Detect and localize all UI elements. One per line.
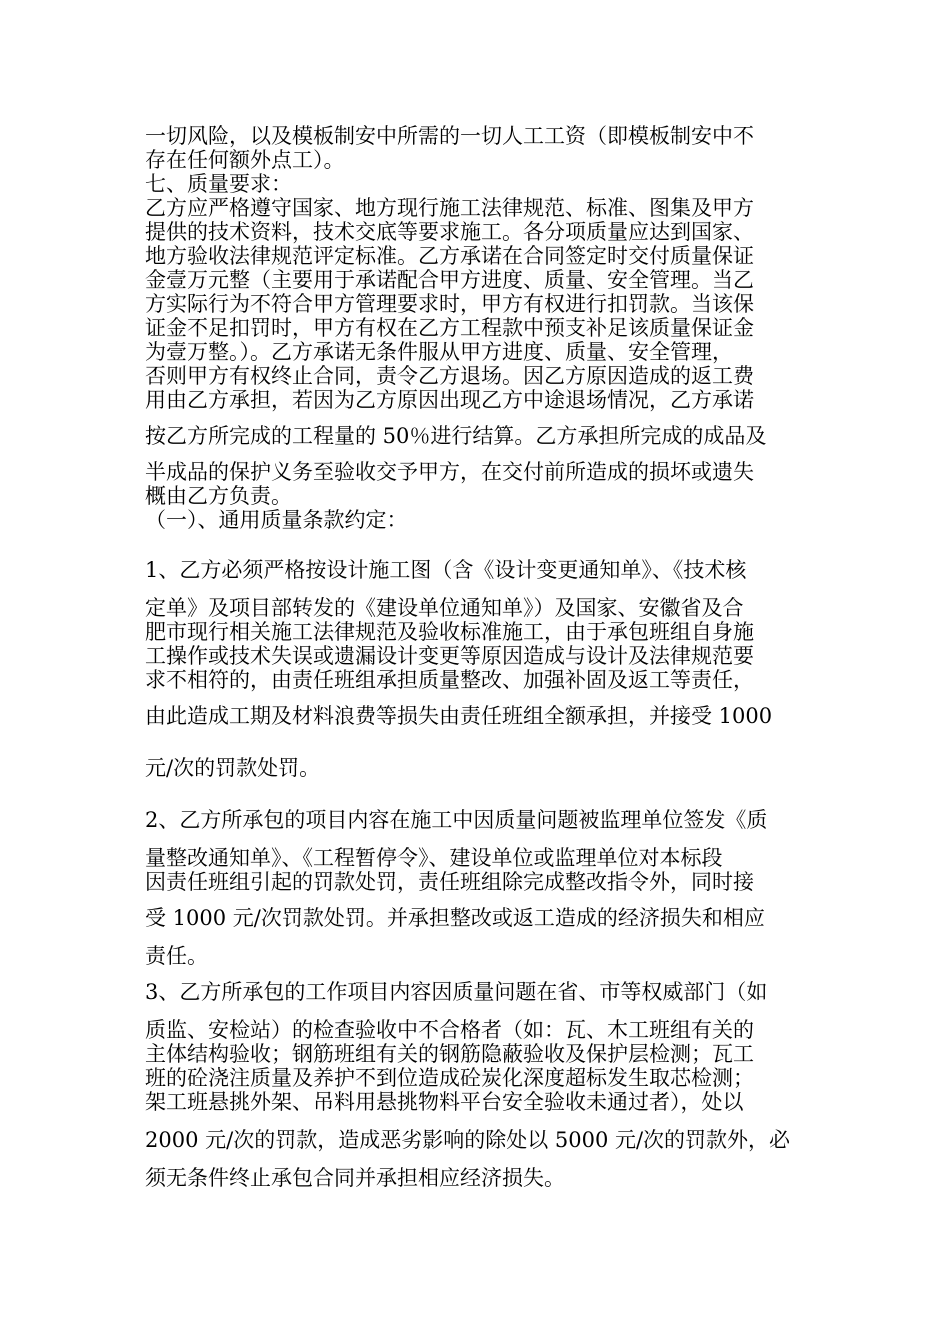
text-line: 证金不足扣罚时，甲方有权在乙方工程款中预支补足该质量保证金 [145,316,754,340]
text-line: 否则甲方有权终止合同，责令乙方退场。因乙方原因造成的返工费 [145,364,754,388]
text-line: 概由乙方负责。 [145,484,292,508]
subsection-heading: （一）、通用质量条款约定： [145,508,408,532]
text-line: 因责任班组引起的罚款处罚，责任班组除完成整改指令外，同时接 [145,870,754,894]
text-line: 地方验收法律规范评定标准。乙方承诺在合同签定时交付质量保证 [145,244,754,268]
text-line: 肥市现行相关施工法律规范及验收标准施工，由于承包班组自身施 [145,620,754,644]
text-line: 架工班悬挑外架、吊料用悬挑物料平台安全验收未通过者），处以 [145,1090,744,1114]
text-line: 责任。 [145,944,208,968]
text-line: 质监、安检站）的检查验收中不合格者（如：瓦、木工班组有关的 [145,1018,754,1042]
text-line: 3、乙方所承包的工作项目内容因质量问题在省、市等权威部门（如 [145,980,768,1004]
text-line: 受 1000 元/次罚款处罚。并承担整改或返工造成的经济损失和相应 [145,906,765,930]
text-line: 为壹万整。）。乙方承诺无条件服从甲方进度、质量、安全管理， [145,340,733,364]
text-line: 由此造成工期及材料浪费等损失由责任班组全额承担，并接受 1000 [145,704,773,728]
text-line: 元/次的罚款处罚。 [145,756,321,780]
text-line: 量整改通知单》、《工程暂停令》、建设单位或监理单位对本标段 [145,846,723,870]
text-line: 乙方应严格遵守国家、地方现行施工法律规范、标准、图集及甲方 [145,196,754,220]
text-line: 半成品的保护义务至验收交予甲方，在交付前所造成的损坏或遗失 [145,460,754,484]
section-heading: 七、质量要求： [145,172,292,196]
text-line: 提供的技术资料，技术交底等要求施工。各分项质量应达到国家、 [145,220,754,244]
text-line: 存在任何额外点工）。 [145,148,345,172]
text-line: 2、乙方所承包的项目内容在施工中因质量问题被监理单位签发《质 [145,808,768,832]
text-line: 1、乙方必须严格按设计施工图（含《设计变更通知单》、《技术核 [145,558,747,582]
text-line: 主体结构验收；钢筋班组有关的钢筋隐蔽验收及保护层检测；瓦工 [145,1042,754,1066]
text-line: 方实际行为不符合甲方管理要求时，甲方有权进行扣罚款。当该保 [145,292,754,316]
text-line: 须无条件终止承包合同并承担相应经济损失。 [145,1166,565,1190]
text-line: 一切风险，以及模板制安中所需的一切人工工资（即模板制安中不 [145,124,754,148]
text-line: 班的砼浇注质量及养护不到位造成砼炭化深度超标发生取芯检测； [145,1066,754,1090]
text-line: 定单》及项目部转发的《建设单位通知单》）及国家、安徽省及合 [145,596,744,620]
text-line: 工操作或技术失误或遗漏设计变更等原因造成与设计及法律规范要 [145,644,754,668]
text-line: 用由乙方承担，若因为乙方原因出现乙方中途退场情况，乙方承诺 [145,388,754,412]
text-line: 2000 元/次的罚款，造成恶劣影响的除处以 5000 元/次的罚款外，必 [145,1128,791,1152]
text-line: 金壹万元整（主要用于承诺配合甲方进度、质量、安全管理。当乙 [145,268,754,292]
text-line: 按乙方所完成的工程量的 50％进行结算。乙方承担所完成的成品及 [145,424,767,448]
text-line: 求不相符的，由责任班组承担质量整改、加强补固及返工等责任， [145,668,754,692]
